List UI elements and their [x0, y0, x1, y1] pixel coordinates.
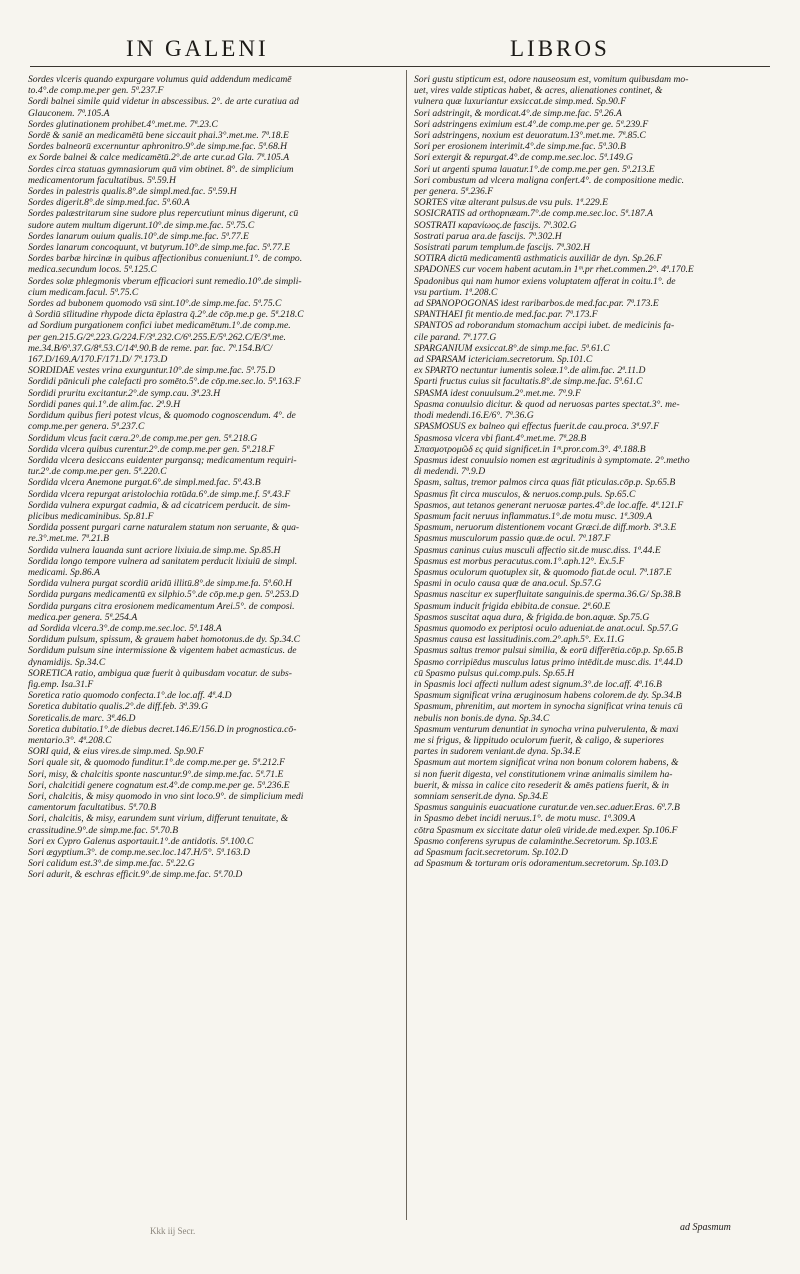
index-entry: Spasmus nascitur ex superfluitate sanguinis.de sperma.36.G/ Sp.38.B	[414, 589, 681, 601]
index-entry: Sordē & saniē an medicamētū bene siccauit phai.3°.met.me. 7ª.18.E	[28, 130, 289, 142]
index-entry: plicibus medicaminibus. Sp.81.F	[28, 510, 154, 522]
index-entry: Σπασμοτρομῶδ ες quid significet.in 1ᵐ.pror.com.3°. 4ª.188.B	[414, 443, 646, 455]
index-entry: Spasmum, phrenitim, aut mortem in synocha significat vrina tenuis cū	[414, 701, 683, 713]
index-entry: si non fuerit digesta, vel constitutionem vrinæ animalis similem ha-	[414, 768, 673, 780]
index-entry: Sordida vulnera expurgat cadmia, & ad cicatricem perducit. de sim-	[28, 499, 291, 511]
index-entry: Sordes ad bubonem quomodo vsū sint.10°.de simp.me.fac. 5ª.75.C	[28, 298, 282, 310]
index-entry: Sparti fructus cuius sit facultatis.8°.de simp.me.fac. 5ª.61.C	[414, 376, 643, 388]
index-entry: Spasmo conferens syrupus de calaminthe.Secretorum. Sp.103.E	[414, 835, 658, 847]
index-entry: Sori ægyptium.3°. de comp.me.sec.loc.147.H/5°. 5ª.163.D	[28, 847, 250, 859]
index-entry: Sordes lanarum concoquunt, vt butyrum.10°.de simp.me.fac. 5ª.77.E	[28, 242, 290, 254]
index-entry: SOSTRATI καρανίωος.de fascijs. 7ª.302.G	[414, 219, 577, 231]
index-entry: Sordes in palestris qualis.8°.de simpl.med.fac. 5ª.59.H	[28, 186, 237, 198]
index-entry: Sordida vlcera Anemone purgat.6°.de simpl.med.fac. 5ª.43.B	[28, 477, 261, 489]
index-entry: Sori adstringens eximium est.4°.de comp.me.per ge. 5ª.239.F	[414, 118, 649, 130]
index-entry: ex Sorde balnei & calce medicamētū.2°.de arte cur.ad Gla. 7ª.105.A	[28, 152, 290, 164]
index-entry: Sori gustu stipticum est, odore nauseosum est, vomitum quibusdam mo-	[414, 74, 689, 85]
index-entry: Sori adstringens, noxium est deuoratum.13°.met.me. 7ª.85.C	[414, 130, 646, 142]
index-entry: Sordidum pulsum, spissum, & grauem habet homotonus.de dy. Sp.34.C	[28, 634, 301, 646]
index-entry: Sordidum pulsum sine intermissione & vigentem habet acmasticus. de	[28, 645, 297, 657]
index-entry: cile parand. 7ª.177.G	[414, 331, 497, 343]
index-entry: Sordidi pāniculi phe calefacti pro somēto.5°.de cōp.me.sec.lo. 5ª.163.F	[28, 376, 301, 388]
index-entry: Spasmos, aut tetanos generant neruosæ partes.4°.de loc.affe. 4ª.121.F	[414, 499, 684, 511]
index-entry: Spasm, saltus, tremor palmos circa quas fiāt pticulas.cōp.p. Sp.65.B	[414, 477, 676, 489]
index-entry: Soretica ratio quomodo confecta.1°.de loc.aff. 4ª.4.D	[28, 690, 232, 702]
index-entry: Spasmus musculorum passio quæ.de ocul. 7ª.187.F	[414, 533, 611, 545]
index-entry: Sori quale sit, & quomodo funditur.1°.de comp.me.per ge. 5ª.212.F	[28, 757, 285, 769]
index-entry: Sordida vulnera lauanda sunt acriore lixiuia.de simp.me. Sp.85.H	[28, 544, 281, 556]
index-entry: Sordes barbæ hircinæ in quibus affectionibus conueniunt.1°. de compo.	[28, 253, 303, 265]
index-entry: SOSICRATIS ad orthopnæam.7°.de comp.me.sec.loc. 5ª.187.A	[414, 208, 654, 220]
index-entry: vulnera quæ luxuriantur exsiccat.de simp.med. Sp.90.F	[414, 96, 627, 108]
index-entry: ad Sordida vlcera.3°.de comp.me.sec.loc. 5ª.148.A	[28, 622, 222, 634]
index-entry: uet, vires valde stipticas habet, & acres, alienationes continet, &	[414, 85, 663, 97]
index-entry: re.3°.met.me. 7ª.21.B	[28, 533, 109, 545]
index-entry: Sordi balnei simile quid videtur in abscessibus. 2°. de arte curatiua ad	[28, 96, 299, 108]
index-entry: SORTES vitæ alterant pulsus.de vsu puls. 1ª.229.E	[414, 197, 608, 209]
index-entry: SPADONES cur vocem habent acutam.in 1ᵐ.pr rhet.commen.2°. 4ª.170.E	[414, 264, 694, 276]
index-entry: SPANTOS ad roborandum stomachum accipi iubet. de medicinis fa-	[414, 320, 675, 332]
index-entry: Sordes solæ phlegmonis vberum efficaciori sunt remedio.10°.de simpli-	[28, 275, 302, 287]
index-entry: thodi medendi.16.E/6°. 7ª.36.G	[414, 410, 534, 422]
index-entry: Spasmo corripiēdus musculus latus primo intēdit.de musc.dis. 1ª.44.D	[414, 656, 683, 668]
index-entry: Spasmus oculorum quotuplex sit, & quomodo fiat.de ocul. 7ª.187.E	[414, 566, 672, 578]
index-entry: Sordidi panes qui.1°.de alim.fac. 2ª.9.H	[28, 398, 181, 410]
index-entry: nebulis non bonis.de dyna. Sp.34.C	[414, 712, 550, 724]
index-entry: SPASMOSUS ex balneo qui effectus fuerit.de cau.proca. 3ª.97.F	[414, 421, 660, 433]
index-entry: Sori, chalcitis, & misy, earundem sunt virium, differunt tenuitate, &	[28, 813, 289, 825]
index-entry: cium medicam.facul. 5ª.75.C	[28, 286, 139, 298]
index-entry: sudore autem multum digerunt.10°.de simp.me.fac. 5ª.75.C	[28, 219, 255, 231]
index-entry: Spasmus causa est lassitudinis.com.2°.aph.5°. Ex.11.G	[414, 634, 625, 646]
index-entry: Sordida longo tempore vulnera ad sanitatem perducit lixiuiū de simpl.	[28, 555, 298, 567]
index-entry: crassitudine.9°.de simp.me.fac. 5ª.70.B	[28, 824, 179, 836]
index-entry: medicami. Sp.86.A	[28, 566, 100, 578]
index-entry: Sori, misy, & chalcitis sponte nascuntur.9°.de simp.me.fac. 5ª.71.E	[28, 768, 284, 780]
index-entry: Sordidi pruritu excitantur.2°.de symp.cau. 3ª.23.H	[28, 387, 221, 399]
index-entry: per gen.215.G/2ª.223.G/224.F/3ª.232.C/6ª.255.E/5ª.262.C/E/3ª.me.	[28, 331, 286, 343]
index-entry: Glauconem. 7ª.105.A	[28, 107, 110, 119]
index-entry: vsu partium. 1ª.208.C	[414, 286, 498, 298]
index-entry: Spasmum aut mortem significat vrina non bonum colorem habens, &	[414, 757, 679, 769]
index-entry: Sordida vlcera repurgat aristolochia rotūda.6°.de simp.me.f. 5ª.43.F	[28, 488, 291, 500]
index-entry: medica.per genera. 5ª.254.A	[28, 611, 138, 623]
index-entry: Spasmos suscitat aqua dura, & frigida.de bon.aquæ. Sp.75.G	[414, 611, 650, 623]
index-entry: Spasmum significat vrina æruginosum habens colorem.de dy. Sp.34.B	[414, 690, 682, 702]
index-entry: Sordes palæstritarum sine sudore plus repercutiunt minus digerunt, cū	[28, 208, 299, 220]
catchword: ad Spasmum	[680, 1222, 731, 1233]
index-entry: Sori, chalcitis, & misy quomodo in vno sint loco.9°. de simplicium medi	[28, 791, 304, 802]
index-entry: SPANTHAEI fit mentio.de med.fac.par. 7ª.173.F	[414, 309, 598, 321]
index-entry: dynamidijs. Sp.34.C	[28, 656, 106, 668]
index-entry: SOTIRA dictū medicamentū asthmaticis auxiliār de dyn. Sp.26.F	[414, 253, 663, 265]
index-entry: Soretica dubitatio.1°.de diebus decret.146.E/156.D in prognostica.cō-	[28, 723, 297, 735]
index-entry: ad SPANOPOGONAS idest raribarbos.de med.fac.par. 7ª.173.E	[414, 298, 659, 310]
index-entry: Sosistrati parum templum.de fascijs. 7ª.302.H	[414, 242, 590, 254]
index-entry: ad Spasmum & torturam oris odoramentum.secretorum. Sp.103.D	[414, 858, 668, 870]
index-entry: ad Sordium purgationem confici iubet medicamētum.1°.de comp.me.	[28, 320, 291, 332]
index-entry: Sori, chalcitidi genere cognatum est.4°.de comp.me.per ge. 5ª.236.E	[28, 779, 290, 791]
index-entry: somniam senserit.de dyna. Sp.34.E	[414, 791, 549, 802]
index-entry: Sordidum quibus fieri potest vlcus, & quomodo cognoscendum. 4°. de	[28, 410, 296, 422]
index-entry: Sori ut argenti spuma lauatur.1°.de comp.me.per gen. 5ª.213.E	[414, 163, 655, 175]
index-entry: Sori calidum est.3°.de simp.me.fac. 5ª.22.G	[28, 858, 195, 870]
index-entry: Spasmi in oculo causa quæ de ana.ocul. Sp.57.G	[414, 578, 602, 590]
index-entry: Sori adurit, & eschras efficit.9°.de simp.me.fac. 5ª.70.D	[28, 869, 243, 881]
index-entry: Spasmosa vlcera vbi fiant.4°.met.me. 7ª.28.B	[414, 432, 587, 444]
index-entry: to.4°.de comp.me.per gen. 5ª.237.F	[28, 85, 164, 97]
index-entry: Spasmum, neruorum distentionem vocant Græci.de diff.morb. 3ª.3.E	[414, 522, 677, 534]
index-entry: Spasmus fit circa musculos, & neruos.comp.puls. Sp.65.C	[414, 488, 636, 500]
index-entry: Sordes circa statuas gymnasiorum quā vim obtinet. 8°. de simplicium	[28, 163, 294, 175]
index-entry: comp.me.per genera. 5ª.237.C	[28, 421, 145, 433]
index-entry: 167.D/169.A/170.F/171.D/ 7ª.173.D	[28, 354, 168, 366]
index-entry: cū Spasmo pulsus qui.comp.puls. Sp.65.H	[414, 667, 575, 679]
index-entry: in Spasmis loci affecti nullum adest signum.3°.de loc.aff. 4ª.16.B	[414, 678, 662, 690]
index-entry: SORETICA ratio, ambigua quæ fuerit à quibusdam vocatur. de subs-	[28, 667, 292, 679]
index-column-right	[414, 74, 778, 869]
signature-mark: Kkk iij Secr.	[150, 1226, 196, 1236]
index-entry: medicamentorum facultatibus. 5ª.59.H	[28, 174, 176, 186]
running-head-right: LIBROS	[510, 36, 610, 61]
index-entry: Sordida vlcera quibus curentur.2°.de comp.me.per gen. 5ª.218.F	[28, 443, 275, 455]
index-entry: ex SPARTO nectuntur iumentis soleæ.1°.de alim.fac. 2ª.11.D	[414, 365, 646, 377]
index-entry: medica.secundum locos. 5ª.125.C	[28, 264, 157, 276]
column-divider	[406, 70, 407, 1220]
index-entry: Spasmum inducit frigida ebibita.de consue. 2ª.60.E	[414, 600, 611, 612]
index-entry: fig.emp. Isa.31.F	[28, 678, 94, 690]
index-entry: SORI quid, & eius vires.de simp.med. Sp.90.F	[28, 746, 205, 758]
index-entry: Spasmus idest conuulsio nomen est ægritudinis à symptomate. 2°.metho	[414, 454, 690, 466]
index-entry: Spasmus caninus cuius musculi affectio sit.de musc.diss. 1ª.44.E	[414, 544, 661, 556]
index-entry: Soretica dubitatio qualis.2°.de diff.feb. 3ª.39.G	[28, 701, 208, 713]
index-entry: Sordida possent purgari carne naturalem statum non seruante, & qua-	[28, 522, 300, 534]
index-entry: di medendi. 7ª.9.D	[414, 466, 486, 478]
index-entry: Soreticalis.de marc. 3ª.46.D	[28, 712, 136, 724]
index-entry: per genera. 5ª.236.F	[414, 186, 494, 198]
index-column-left	[28, 74, 400, 881]
index-entry: SPASMA idest conuulsum.2°.met.me. 7ª.9.F	[414, 387, 581, 399]
index-entry: Sordidum vlcus facit cæra.2°.de comp.me.per gen. 5ª.218.G	[28, 432, 258, 444]
index-entry: ad SPARSAM ictericiam.secretorum. Sp.101.C	[414, 354, 593, 366]
index-entry: Sori adstringit, & mordicat.4°.de simp.me.fac. 5ª.26.A	[414, 107, 622, 119]
index-entry: buerit, & missa in calice cito resederit & amēs patiens fuerit, & in	[414, 779, 669, 791]
index-entry: Spasmus est morbus peracutus.com.1°.aph.12°. Ex.5.F	[414, 555, 625, 567]
index-entry: à Sordiū sīlitudine rhypode dicta ēplastra q̄.2°.de cōp.me.p ge. 5ª.218.C	[28, 309, 304, 321]
index-entry: Spadonibus qui nam humor exiens voluptatem afferat in coitu.1°. de	[414, 275, 676, 287]
index-entry: Sordes lanarum ouium qualis.10°.de simp.me.fac. 5ª.77.E	[28, 230, 249, 242]
index-entry: cōtra Spasmum ex siccitate datur oleū viride.de med.exper. Sp.106.F	[414, 824, 678, 836]
header-rule	[30, 66, 770, 67]
index-entry: Sordes digerit.8°.de simp.med.fac. 5ª.60.A	[28, 197, 190, 209]
index-entry: ad Spasmum facit.secretorum. Sp.102.D	[414, 847, 568, 859]
index-entry: Sordes glutinationem prohibet.4°.met.me. 7ª.23.C	[28, 118, 218, 130]
index-entry: Sordida purgans medicamentū ex silphio.5°.de cōp.me.p gen. 5ª.253.D	[28, 589, 299, 601]
index-entry: Sori combustum ad vlcera maligna confert.4°. de compositione medic.	[414, 174, 685, 186]
index-entry: Sori per erosionem interimit.4°.de simp.me.fac. 5ª.30.B	[414, 141, 626, 153]
index-entry: Spasmum facit neruus inflammatus.1°.de motu musc. 1ª.309.A	[414, 510, 653, 522]
index-entry: Sordida vlcera desiccans euidenter purgansq; medicamentum requiri-	[28, 454, 297, 466]
index-entry: Spasma conuulsio dicitur. & quod ad neruosas partes spectat.3°. me-	[414, 398, 680, 410]
index-entry: mentario.3°. 4ª.208.C	[28, 734, 112, 746]
index-entry: SORDIDAE vestes vrina exurguntur.10°.de simp.me.fac. 5ª.75.D	[28, 365, 275, 377]
index-entry: Sordes balneorū excernuntur aphronitro.9°.de simp.me.fac. 5ª.68.H	[28, 141, 288, 153]
index-entry: Spasmum venturum denuntiat in synocha vrina pulverulenta, & maxi	[414, 723, 679, 735]
index-entry: in Spasmo debet incidi neruus.1°. de motu musc. 1ª.309.A	[414, 813, 636, 825]
index-entry: Sostrati parua ara.de fascijs. 7ª.302.H	[414, 230, 562, 242]
index-entry: Sori extergit & repurgat.4°.de comp.me.sec.loc. 5ª.149.G	[414, 152, 633, 164]
index-entry: Sordes vlceris quando expurgare volumus quid addendum medicamē	[28, 74, 292, 85]
index-entry: Sordida purgans citra erosionem medicamentum Arei.5°. de composi.	[28, 600, 295, 612]
index-entry: me si frigus, & lippitudo oculorum fuerit, & caligo, & superiores	[414, 734, 664, 746]
index-entry: Sori ex Cypro Galenus asportauit.1°.de antidotis. 5ª.100.C	[28, 835, 254, 847]
index-entry: Spasmus quomodo ex periptosi oculo adueniat.de anat.ocul. Sp.57.G	[414, 622, 679, 634]
index-entry: SPARGANIUM exsiccat.8°.de simp.me.fac. 5ª.61.C	[414, 342, 610, 354]
index-entry: Spasmus sanguinis euacuatione curatur.de ven.sec.aduer.Eras. 6ª.7.B	[414, 802, 680, 814]
running-head-left: IN GALENI	[126, 36, 269, 61]
index-entry: Spasmus saltus tremor pulsui similia, & eorū differētia.cōp.p. Sp.65.B	[414, 645, 683, 657]
index-entry: camentorum facultatibus. 5ª.70.B	[28, 802, 157, 814]
index-entry: me.34.B/6ª.37.G/8ª.53.C/14ª.90.B de reme. par. fac. 7ª.154.B/C/	[28, 342, 273, 354]
index-entry: Sordida vulnera purgat scordiū aridū illitū.8°.de simp.me.fa. 5ª.60.H	[28, 578, 292, 590]
index-entry: tur.2°.de comp.me.per gen. 5ª.220.C	[28, 466, 167, 478]
index-entry: partes in sudorem veniant.de dyna. Sp.34.E	[414, 746, 581, 758]
